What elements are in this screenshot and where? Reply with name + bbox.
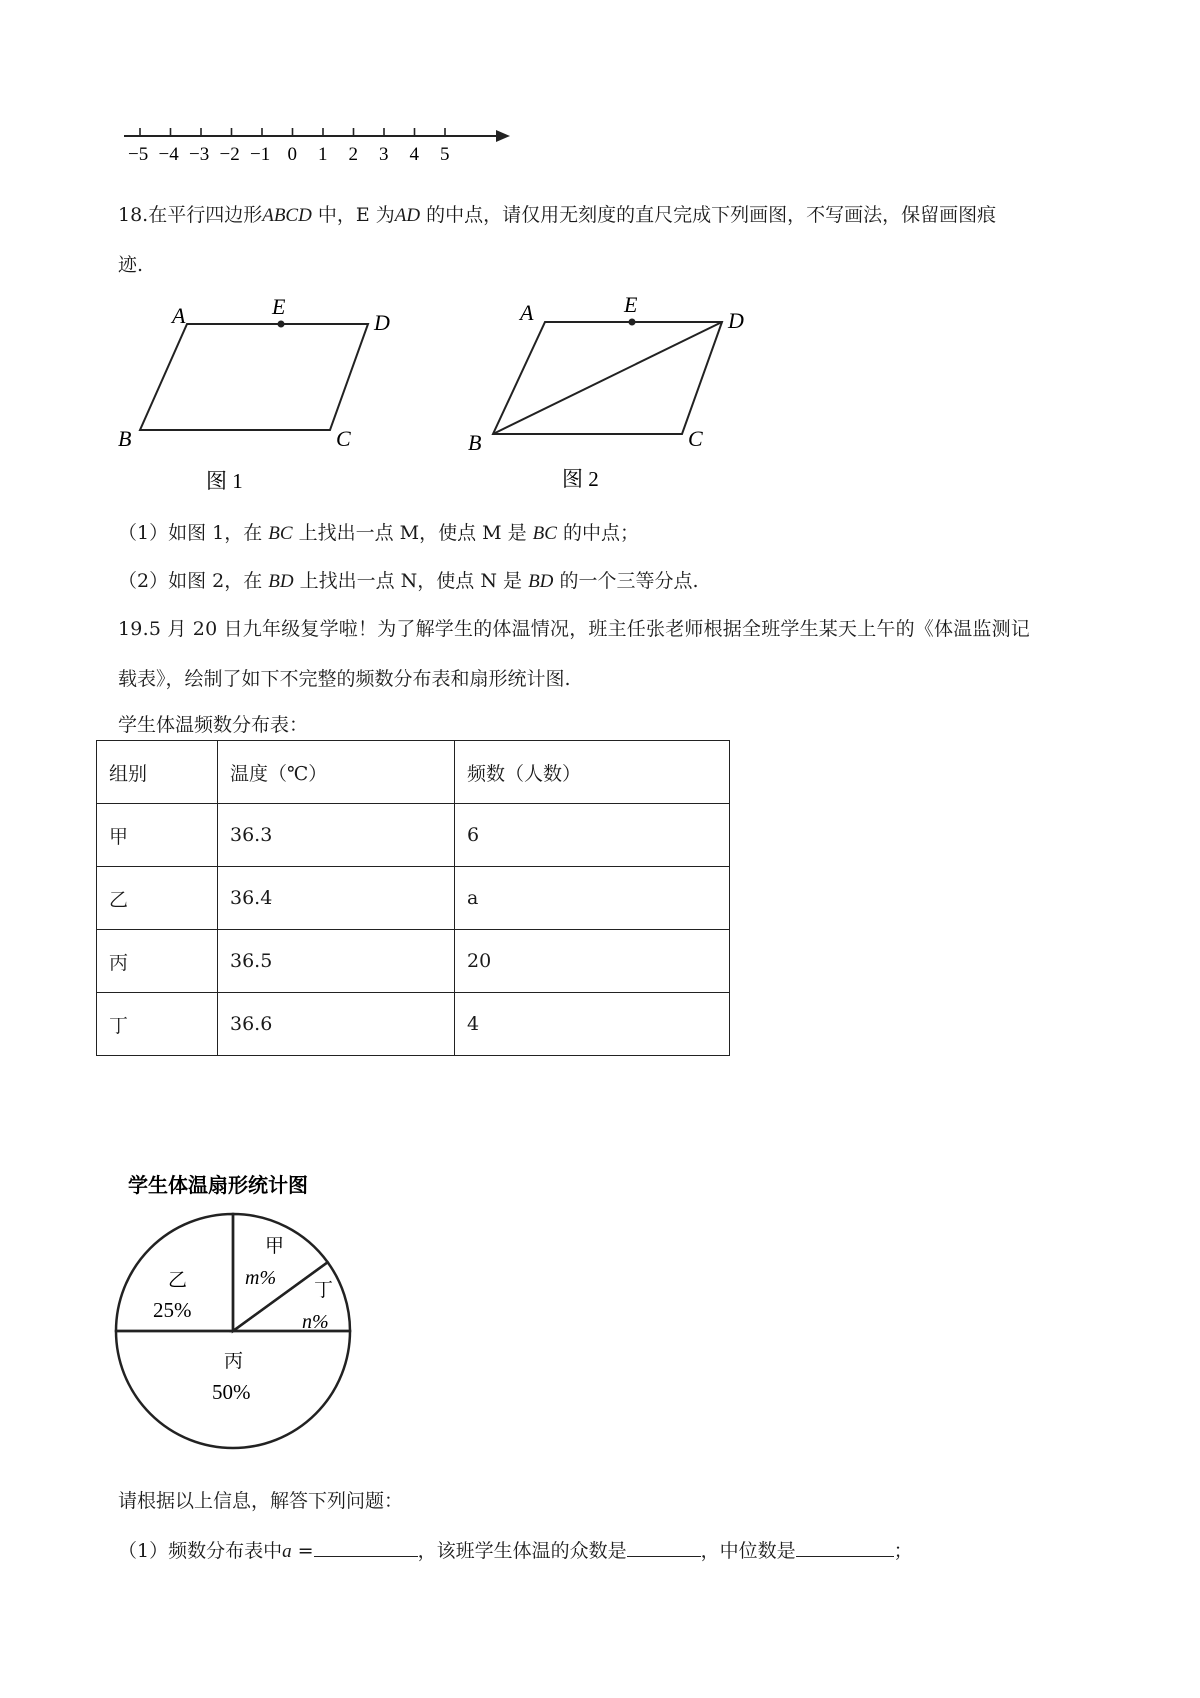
label-e: E	[272, 294, 286, 319]
number-line-label: 5	[440, 144, 450, 165]
table-caption: 学生体温频数分布表：	[118, 714, 309, 736]
number-line-label: 4	[409, 144, 419, 165]
q18-title-line1: 18.在平行四边形ABCD 中，E 为AD 的中点，请仅用无刻度的直尺完成下列画图，不写画法，保留画图痕	[118, 204, 997, 226]
label-a: A	[172, 303, 186, 328]
answer-blank-median[interactable]	[796, 1538, 894, 1557]
pie-chart-title: 学生体温扇形统计图	[128, 1173, 308, 1197]
figure-1-parallelogram	[110, 280, 410, 500]
label-c: C	[336, 426, 351, 451]
number-line-label: 0	[287, 144, 297, 165]
number-line-label: −3	[189, 144, 210, 165]
number-line-label: 3	[379, 144, 389, 165]
arrow-right-icon	[496, 130, 510, 142]
point-e	[278, 321, 285, 328]
label-e: E	[624, 292, 638, 317]
pie-label-jia-pct: m%	[245, 1267, 277, 1289]
point-e	[629, 319, 636, 326]
label-b: B	[468, 430, 482, 455]
figure-2-parallelogram	[460, 280, 760, 500]
number-line-label: −1	[250, 144, 271, 165]
label-c: C	[688, 426, 703, 451]
table-row	[97, 867, 730, 930]
number-line-label: −4	[158, 144, 179, 165]
table-header-row	[97, 741, 730, 804]
table-cell: 甲	[97, 804, 218, 867]
table-row	[97, 993, 730, 1056]
q19-intro-line1: 19.5 月 20 日九年级复学啦！为了解学生的体温情况，班主任张老师根据全班学生某天上午的《体温监测记	[118, 618, 1031, 640]
pie-label-ding: 丁	[314, 1280, 334, 1301]
q19-prompt: 请根据以上信息，解答下列问题：	[118, 1490, 404, 1512]
table-cell: 丁	[97, 993, 218, 1056]
number-line-label: 2	[348, 144, 358, 165]
figure-1-caption: 图 1	[206, 469, 243, 493]
label-d: D	[728, 308, 744, 333]
pie-label-yi-pct: 25%	[153, 1298, 192, 1322]
pie-label-ding-pct: n%	[302, 1311, 329, 1333]
table-header-cell: 温度（℃）	[218, 741, 455, 804]
figure-2-caption: 图 2	[562, 467, 599, 491]
table-cell: 丙	[97, 930, 218, 993]
table-header-cell: 组别	[97, 741, 218, 804]
parallelogram-abcd	[140, 324, 368, 430]
label-b: B	[118, 426, 132, 451]
number-line-label: −2	[219, 144, 240, 165]
pie-label-yi: 乙	[168, 1270, 188, 1291]
pie-chart	[100, 1168, 400, 1468]
number-line-label: 1	[318, 144, 328, 165]
table-cell: 乙	[97, 867, 218, 930]
answer-blank-a[interactable]	[314, 1538, 418, 1557]
q18-part1: （1）如图 1，在 BC 上找出一点 M，使点 M 是 BC 的中点；	[118, 522, 640, 544]
table-row	[97, 804, 730, 867]
table-cell: 36.5	[218, 930, 455, 993]
table-row	[97, 930, 730, 993]
answer-blank-mode[interactable]	[627, 1538, 701, 1557]
pie-label-jia: 甲	[265, 1236, 285, 1257]
pie-label-bing-pct: 50%	[212, 1380, 251, 1404]
table-cell: a	[455, 867, 730, 930]
q18-part2: （2）如图 2，在 BD 上找出一点 N，使点 N 是 BD 的一个三等分点.	[118, 570, 699, 592]
label-d: D	[374, 310, 390, 335]
table-cell: 36.3	[218, 804, 455, 867]
number-line-label: −5	[128, 144, 149, 165]
table-cell: 20	[455, 930, 730, 993]
table-cell: 36.4	[218, 867, 455, 930]
frequency-table	[96, 740, 730, 1056]
pie-label-bing: 丙	[224, 1351, 244, 1372]
table-cell: 36.6	[218, 993, 455, 1056]
label-a: A	[520, 300, 534, 325]
table-cell: 6	[455, 804, 730, 867]
q19-intro-line2: 载表》，绘制了如下不完整的频数分布表和扇形统计图.	[118, 668, 571, 690]
number-line	[118, 120, 518, 170]
q18-title-line2: 迹.	[118, 254, 144, 276]
table-header-cell: 频数（人数）	[455, 741, 730, 804]
table-cell: 4	[455, 993, 730, 1056]
q19-part1: （1）频数分布表中a = ，该班学生体温的众数是 ，中位数是 ；	[118, 1540, 913, 1562]
